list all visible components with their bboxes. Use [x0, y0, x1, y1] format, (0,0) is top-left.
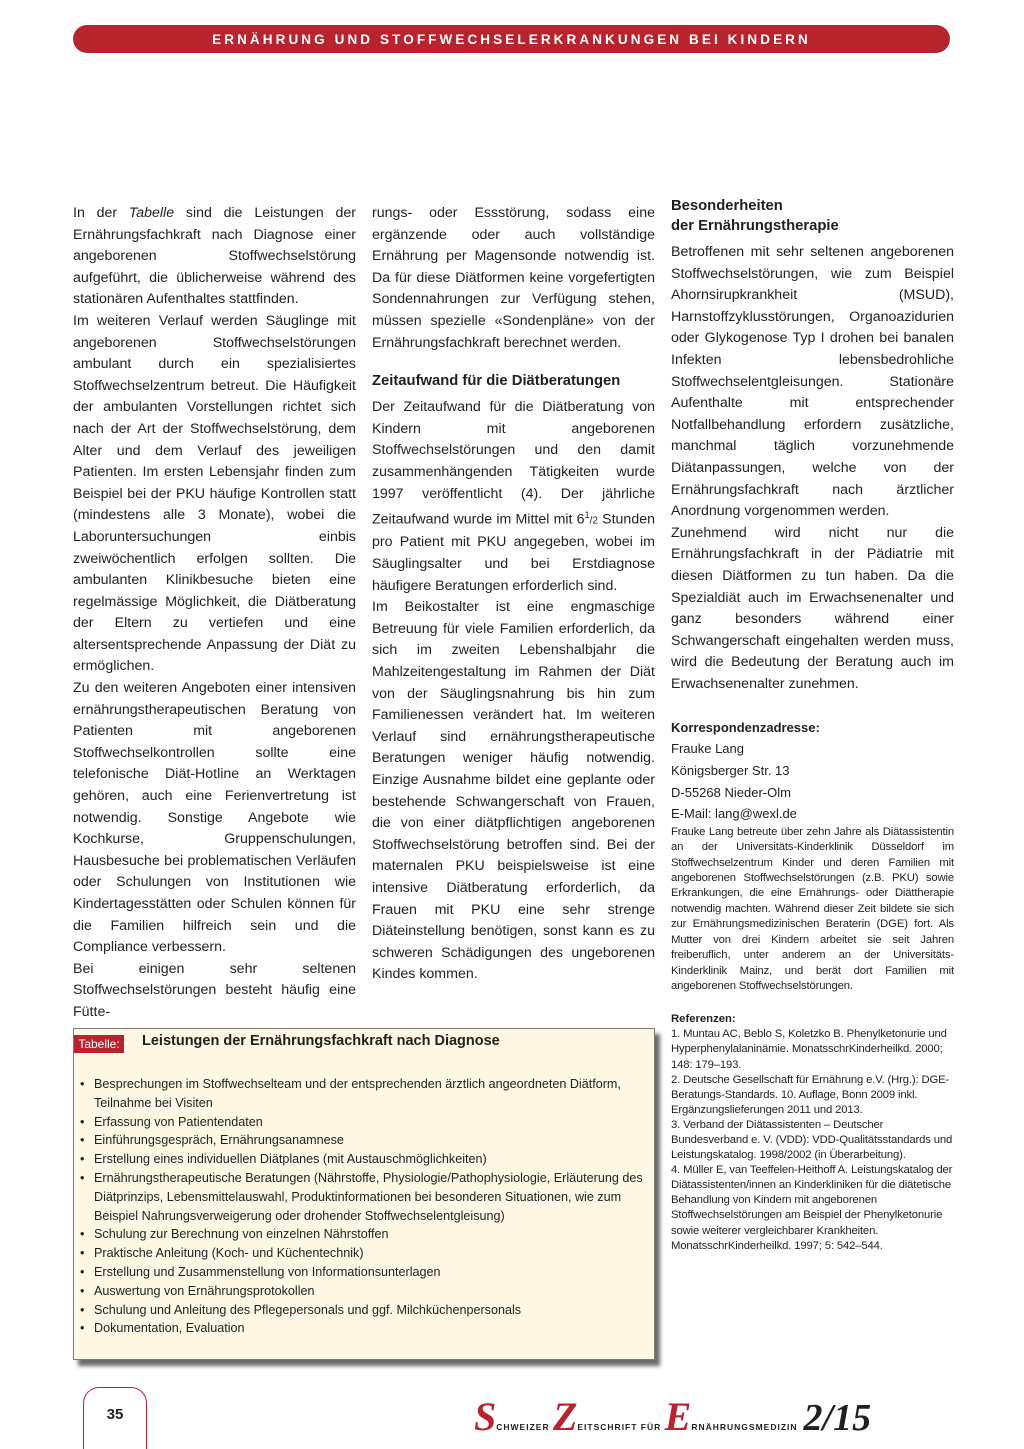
list-item: • Schulung und Anleitung des Pflegepersonals und ggf. Milchküchenpersonals: [80, 1301, 648, 1320]
journal-logo: [474, 1393, 944, 1443]
logo-letter: Z: [552, 1394, 578, 1439]
list-item: • Schulung zur Berechnung von einzelnen Nährstoffen: [80, 1225, 648, 1244]
references-list: [671, 1027, 954, 1253]
list-item: • Erfassung von Patientendaten: [80, 1113, 648, 1132]
list-item: • Einführungsgespräch, Ernährungsanamnese: [80, 1131, 648, 1150]
logo-text: EITSCHRIFT FÜR: [577, 1422, 665, 1432]
list-item: • Praktische Anleitung (Koch- und Küchentechnik): [80, 1244, 648, 1263]
paragraph: Betroffenen mit sehr seltenen angeborenen Stoffwechselstörungen, wie zum Beispiel Ahornsirupkrankheit (MSUD), Harnstoffzyklusstörungen, Organoazidurien oder Glykogenose Typ I drohen bei banalen Infekten lebensbedrohliche Stoffwechselentgleisungen. Stationäre Aufenthalte mit entsprechender Notfallbehandlung erfordern zusätzliche, manchmal täglich vorzunehmende Diätanpassungen, welche von der Ernährungsfachkraft nach ärztlicher Anordnung vorgenommen werden.: [671, 244, 954, 520]
fraction-denominator: /2: [589, 515, 598, 527]
paragraph: Im Beikostalter ist eine engmaschige Betreuung für viele Familien erforderlich, da sich im zweiten Lebenshalbjahr die Mahlzeitengestaltung im Rahmen der Diät von der Säuglingsnahrung bis hin zum Familienessen verändert hat. Im weiteren Verlauf sind ernährungstherapeutische Beratungen weniger häufig notwendig. Einzige Ausnahme bildet eine geplante oder bestehende Schwangerschaft von Frauen, die von einer diätpflichtigen angeborenen Stoffwechselstörung betroffen sind. Bei der maternalen PKU beispielsweise ist eine intensive Diätberatung erforderlich, da Frauen mit PKU eine sehr strenge Diäteinstellung benötigen, sonst kann es zu schweren Schädigungen des ungeborenen Kindes kommen.: [372, 599, 655, 983]
fraction-numerator: 1: [584, 510, 590, 521]
paragraph: Bei einigen sehr seltenen Stoffwechselstörungen besteht häufig eine Fütte-: [73, 960, 356, 1020]
reference-item: 3. Verband der Diätassistenten – Deutscher Bundesverband e. V. (VDD): VDD-Qualitätsstandards und Leistungskatalog. 1998/2002 (in Überarbeitung).: [671, 1118, 953, 1162]
issue-number: 2/15: [803, 1397, 872, 1439]
address-line: Königsberger Str. 13: [671, 763, 790, 779]
table-tag: Tabelle:: [74, 1035, 124, 1053]
text-run: In der: [73, 205, 129, 221]
text-run: Stunden pro Patient mit PKU angegeben, wobei im Säuglingsalter und bei Erstdiagnose häufigere Beratungen erforderlich sind.: [372, 511, 655, 594]
text-column-1: [73, 203, 356, 1024]
page-number-tab: [83, 1387, 147, 1449]
list-item: • Dokumentation, Evaluation: [80, 1319, 648, 1338]
address-label: Korrespondenzadresse:: [671, 720, 820, 736]
text-run: Der Zeitaufwand für die Diätberatung von Kindern mit angeborenen Stoffwechselstörungen und den damit zusammenhängenden Tätigkeiten wurde 1997 veröffentlicht (4). Der jährliche Zeitaufwand wurde im Mittel mit 6: [372, 399, 655, 528]
address-line: Frauke Lang: [671, 741, 744, 757]
text-column-2: [372, 203, 655, 986]
table-list: [80, 1075, 648, 1338]
paragraph: Zunehmend wird nicht nur die Ernährungsfachkraft in der Pädiatrie mit diesen Diätformen zu tun haben. Da die Spezialdiät auch im Erwachsenenalter und ganz besonders während einer Schwangerschaft eingehalten werden muss, wird die Bedeutung der Beratung auch im Erwachsenenalter zunehmen.: [671, 524, 954, 692]
references-title: Referenzen:: [671, 1013, 736, 1026]
list-item: • Besprechungen im Stoffwechselteam und der entsprechenden ärztlich angeordneten Diätform, Teilnahme bei Visiten: [80, 1075, 648, 1113]
emphasis-text: Tabelle: [128, 205, 175, 221]
paragraph: Zu den weiteren Angeboten einer intensiven ernährungstherapeutischen Beratung von Patienten mit angeborenen Stoffwechselkontrollen sollte eine telefonische Diät-Hotline an Werktagen gehören, auch eine Ferienvertretung ist notwendig. Sonstige Angebote wie Kochkurse, Gruppenschulungen, Hausbesuche bei problematischen Verläufen oder Schulungen von Institutionen wie Kindertagesstätten oder Schulen können für die Familien hilfreich sein und die Compliance verbessern.: [73, 680, 356, 956]
table-box: [73, 1028, 655, 1360]
table-title: Leistungen der Ernährungsfachkraft nach Diagnose: [142, 1033, 500, 1049]
list-item: • Erstellung und Zusammenstellung von Informationsunterlagen: [80, 1263, 648, 1282]
logo-letter: E: [664, 1394, 692, 1439]
paragraph: [73, 203, 356, 311]
reference-item: 1. Muntau AC, Beblo S, Koletzko B. Phenylketonurie und Hyperphenylalaninämie. MonatsschrKinderheilkd. 2000; 148: 179–193.: [671, 1028, 947, 1071]
logo-letter: S: [474, 1394, 497, 1439]
paragraph: Im weiteren Verlauf werden Säuglinge mit angeborenen Stoffwechselstörungen ambulant durch ein spezialisiertes Stoffwechselzentrum betreut. Die Häufigkeit der ambulanten Vorstellungen richtet sich nach der Art der Stoffwechselstörung, dem Alter und dem Verlauf des jeweiligen Patienten. Im ersten Lebensjahr finden zum Beispiel bei der PKU häufige Kontrollen statt (mindestens alle 3 Monate), wobei die Laboruntersuchungen einbis zweiwöchentlich erfolgen sollten. Die ambulanten Klinikbesuche bieten eine regelmässige Möglichkeit, die Diätberatung der Eltern zu vertiefen und eine altersentsprechende Anpassung der Diät zu ermöglichen.: [73, 312, 356, 675]
list-item: • Ernährungstherapeutische Beratungen (Nährstoffe, Physiologie/Pathophysiologie, Erläuterung des Diätprinzips, Lebensmittelauswahl, Produktinformationen bei besonderen Situationen, wie zum Beispiel Nahrungsverweigerung oder drohender Stoffwechselentgleisung): [80, 1169, 648, 1225]
list-item: • Auswertung von Ernährungsprotokollen: [80, 1282, 648, 1301]
reference-item: 2. Deutsche Gesellschaft für Ernährung e.V. (Hrg.): DGE-Beratungs-Standards. 10. Auflage, Bonn 2009 inkl. Ergänzungslieferungen 2011 und 2013.: [671, 1073, 950, 1116]
text-run: sind die Leistungen der Ernährungsfachkraft nach Diagnose einer angeborenen Stoffwechselstörung aufgeführt, die üblicherweise während des stationären Aufenthaltes stattfinden.: [73, 205, 356, 308]
heading-line: Besonderheiten: [671, 198, 783, 214]
text-column-3: [671, 196, 954, 1254]
paragraph: rungs- oder Essstörung, sodass eine ergänzende oder auch vollständige Ernährung per Magensonde notwendig ist. Da für diese Diätformen keine vorgefertigten Sondennahrungen zur Verfügung stehen, müssen spezielle «Sondenpläne» von der Ernährungsfachkraft berechnet werden.: [372, 205, 655, 351]
heading-line: der Ernährungstherapie: [671, 218, 839, 234]
section-header-bar: [73, 25, 950, 53]
section-heading: Zeitaufwand für die Diätberatungen: [372, 373, 621, 390]
logo-text: CHWEIZER: [496, 1422, 553, 1432]
reference-item: 4. Müller E, van Teeffelen-Heithoff A. Leistungskatalog der Diätassistenten/innen an Kinderkliniken für die diätetische Behandlung von Kindern mit angeborenen Stoffwechselstörungen am Beispiel der Phenylketonurie sowie weiterer vergleichbarer Krankheiten. MonatsschrKinderheilkd. 1997; 5: 542–544.: [671, 1164, 953, 1252]
section-header-title: ERNÄHRUNG UND STOFFWECHSELERKRANKUNGEN BEI KINDERN: [212, 32, 811, 47]
email-link[interactable]: E-Mail: lang@wexl.de: [671, 806, 797, 822]
paragraph: [372, 397, 655, 597]
page-number: 35: [106, 1406, 124, 1423]
list-item: • Erstellung eines individuellen Diätplanes (mit Austauschmöglichkeiten): [80, 1150, 648, 1169]
author-bio: Frauke Lang betreute über zehn Jahre als Diätassistentin an der Universitäts-Kinderklinik Düsseldorf im Stoffwechselzentrum Kinder und deren Familien mit angeborenen Stoffwechselstörungen (z.B. PKU) sowie Erkrankungen, die eine Ernährungs- oder Diättherapie notwendig machten. Während dieser Zeit bildete sie sich zur Ernährungsmedizinischen Beraterin (DGE) fort. Als Mutter von drei Kindern arbeitet sie seit Jahren freiberuflich, unter anderem an der Universitäts-Kinderklinik Mainz, und berät dort Familien mit angeborenen Stoffwechselstörungen.: [671, 825, 954, 992]
section-heading: [671, 196, 954, 236]
address-line: D-55268 Nieder-Olm: [671, 784, 791, 800]
logo-text: RNÄHRUNGSMEDIZIN: [691, 1422, 798, 1432]
